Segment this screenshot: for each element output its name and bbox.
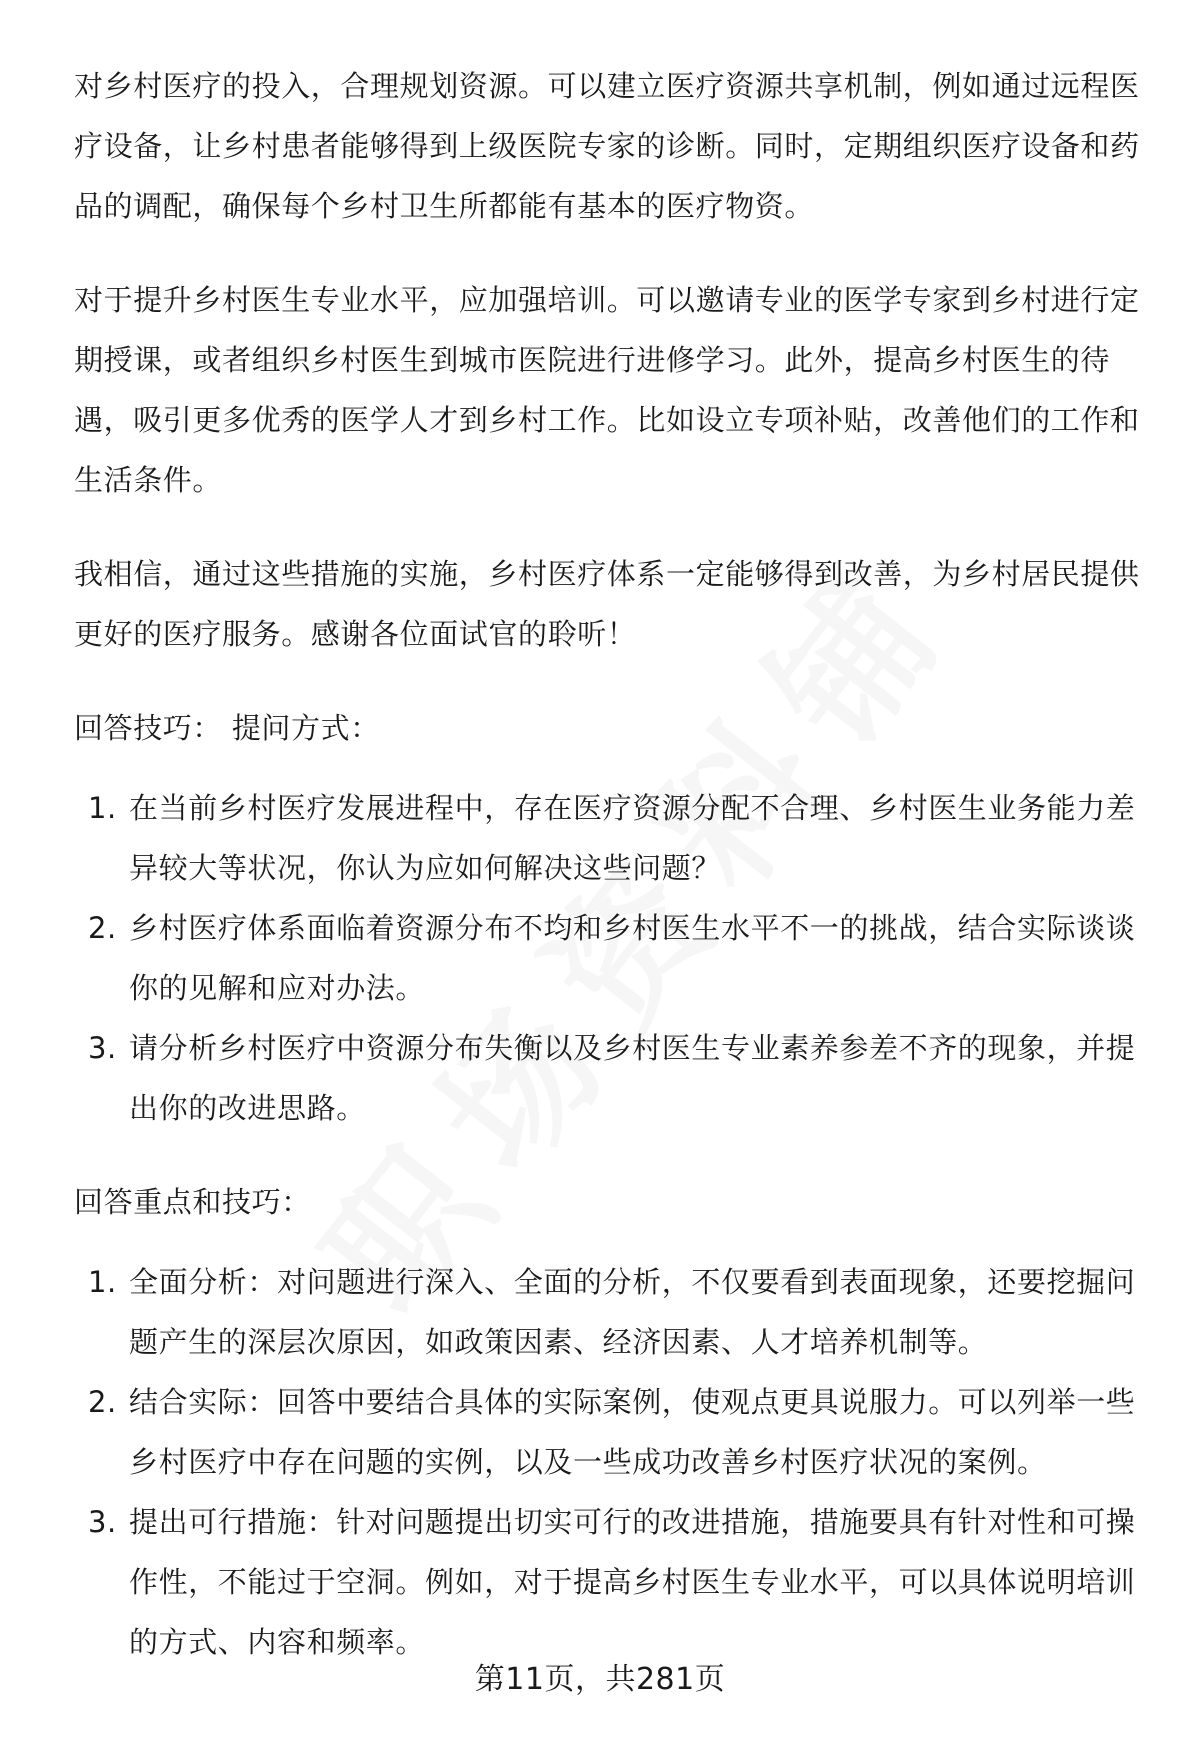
- tips-heading: 回答重点和技巧：: [74, 1185, 311, 1219]
- list-item: [74, 1018, 1144, 1138]
- list-number: 1.: [88, 791, 117, 825]
- page-footer: 第11页，共281页: [474, 1662, 726, 1697]
- list-item-text: 全面分析：对问题进行深入、全面的分析，不仅要看到表面现象，还要挖掘问题产生的深层次原因，如政策因素、经济因素、人才培养机制等。: [129, 1265, 1136, 1359]
- list-number: 2.: [88, 911, 117, 945]
- tips-list: [74, 1252, 1144, 1672]
- list-number: 3.: [88, 1505, 117, 1539]
- list-item-text: 在当前乡村医疗发展进程中，存在医疗资源分配不合理、乡村医生业务能力差异较大等状况，你认为应如何解决这些问题？: [129, 791, 1136, 885]
- paragraph-conclusion: 我相信，通过这些措施的实施，乡村医疗体系一定能够得到改善，为乡村居民提供更好的医疗服务。感谢各位面试官的聆听！: [74, 557, 1140, 651]
- list-item: [74, 1372, 1144, 1492]
- paragraph-resource-sharing: 对乡村医疗的投入，合理规划资源。可以建立医疗资源共享机制，例如通过远程医疗设备，让乡村患者能够得到上级医院专家的诊断。同时，定期组织医疗设备和药品的调配，确保每个乡村卫生所都能有基本的医疗物资。: [74, 69, 1140, 223]
- questions-heading: 回答技巧： 提问方式：: [74, 711, 380, 745]
- list-number: 2.: [88, 1385, 117, 1419]
- list-item-text: 结合实际：回答中要结合具体的实际案例，使观点更具说服力。可以列举一些乡村医疗中存在问题的实例，以及一些成功改善乡村医疗状况的案例。: [129, 1385, 1136, 1479]
- list-item: [74, 1252, 1144, 1372]
- paragraph-doctor-training: 对于提升乡村医生专业水平，应加强培训。可以邀请专业的医学专家到乡村进行定期授课，或者组织乡村医生到城市医院进行进修学习。此外，提高乡村医生的待遇，吸引更多优秀的医学人才到乡村工作。比如设立专项补贴，改善他们的工作和生活条件。: [74, 283, 1140, 497]
- list-number: 3.: [88, 1031, 117, 1065]
- questions-list: [74, 778, 1144, 1138]
- list-item-text: 请分析乡村医疗中资源分布失衡以及乡村医生专业素养参差不齐的现象，并提出你的改进思路。: [129, 1031, 1136, 1125]
- document-page: [74, 56, 1144, 1706]
- list-item: [74, 898, 1144, 1018]
- list-number: 1.: [88, 1265, 117, 1299]
- list-item-text: 乡村医疗体系面临着资源分布不均和乡村医生水平不一的挑战，结合实际谈谈你的见解和应对办法。: [129, 911, 1136, 1005]
- list-item-text: 提出可行措施：针对问题提出切实可行的改进措施，措施要具有针对性和可操作性，不能过于空洞。例如，对于提高乡村医生专业水平，可以具体说明培训的方式、内容和频率。: [129, 1505, 1136, 1659]
- list-item: [74, 1492, 1144, 1672]
- list-item: [74, 778, 1144, 898]
